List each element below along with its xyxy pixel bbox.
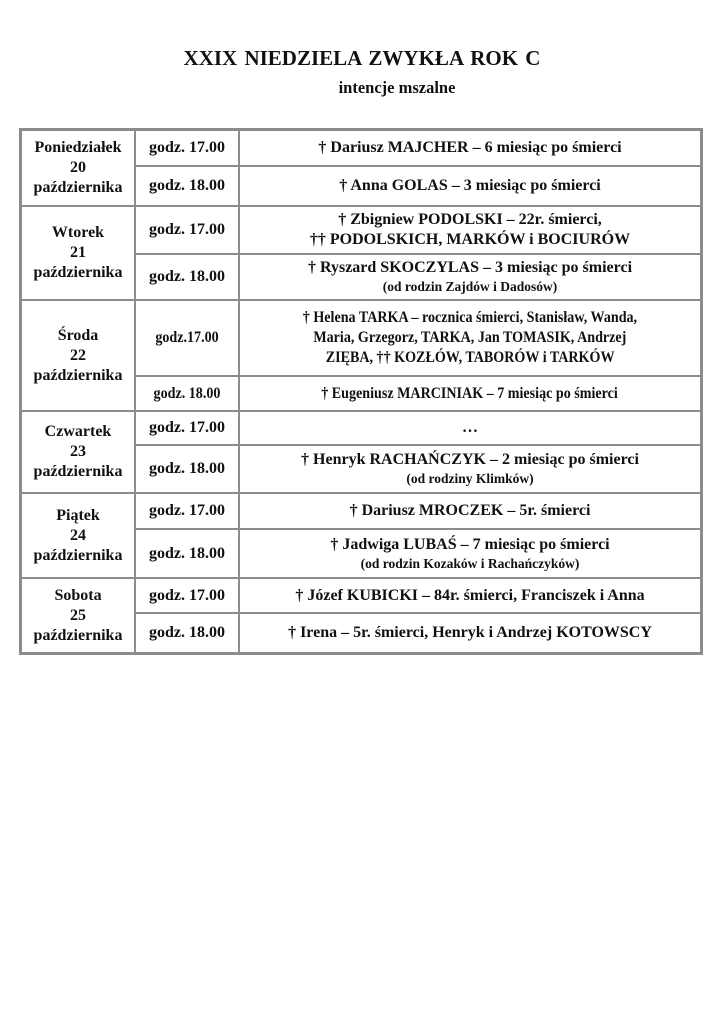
table-row bbox=[21, 493, 701, 529]
day-cell bbox=[21, 578, 135, 653]
intention-line: Maria, Grzegorz, TARKA, Jan TOMASIK, Andrzej bbox=[313, 329, 627, 346]
day-date: 25 bbox=[70, 606, 86, 624]
day-cell bbox=[21, 493, 135, 578]
day-month: października bbox=[33, 463, 123, 480]
intention-note: (od rodziny Klimków) bbox=[406, 471, 534, 486]
time-cell: godz. 17.00 bbox=[135, 206, 239, 254]
day-date: 24 bbox=[70, 526, 86, 544]
day-date: 22 bbox=[70, 346, 86, 364]
time-cell: godz. 18.00 bbox=[135, 254, 239, 300]
day-cell bbox=[21, 411, 135, 493]
table-row bbox=[21, 130, 701, 166]
table-row bbox=[21, 578, 701, 613]
table-row bbox=[21, 300, 701, 376]
day-month: października bbox=[33, 366, 123, 384]
time-cell: godz. 17.00 bbox=[135, 578, 239, 613]
intention-text: † Irena – 5r. śmierci, Henryk i Andrzej KOTOWSCY bbox=[288, 624, 652, 641]
intention-text: † Jadwiga LUBAŚ – 7 miesiąc po śmierci bbox=[330, 535, 610, 553]
day-month: października bbox=[33, 179, 123, 196]
time-cell: godz. 18.00 bbox=[135, 166, 239, 206]
intention-text: † Anna GOLAS – 3 miesiąc po śmierci bbox=[339, 177, 601, 194]
intention-text: † Eugeniusz MARCINIAK – 7 miesiąc po śmierci bbox=[321, 384, 619, 402]
day-date: 23 bbox=[70, 443, 86, 460]
page-subtitle: intencje mszalne bbox=[338, 78, 456, 97]
intention-cell bbox=[239, 529, 701, 578]
time-cell bbox=[135, 376, 239, 411]
time-cell: godz. 18.00 bbox=[135, 613, 239, 653]
day-cell bbox=[21, 130, 135, 206]
table-row bbox=[21, 206, 701, 254]
intention-cell bbox=[239, 254, 701, 300]
intention-text: † Dariusz MROCZEK – 5r. śmierci bbox=[349, 502, 591, 519]
intention-text: † Dariusz MAJCHER – 6 miesiąc po śmierci bbox=[318, 139, 622, 156]
time-cell: godz. 17.00 bbox=[135, 130, 239, 166]
day-month: października bbox=[33, 546, 123, 564]
intention-cell bbox=[239, 411, 701, 445]
time-cell bbox=[135, 300, 239, 376]
intention-text: † Henryk RACHAŃCZYK – 2 miesiąc po śmierci bbox=[301, 451, 639, 468]
intention-cell bbox=[239, 300, 701, 376]
day-name: Poniedziałek bbox=[34, 139, 122, 156]
day-month: października bbox=[33, 264, 123, 281]
intention-cell bbox=[239, 376, 701, 411]
time-cell: godz. 17.00 bbox=[135, 493, 239, 529]
intention-note: (od rodzin Zajdów i Dadosów) bbox=[382, 279, 558, 294]
intention-cell bbox=[239, 578, 701, 613]
table-row bbox=[21, 411, 701, 445]
day-name: Piątek bbox=[56, 506, 100, 524]
time-text: godz. 18.00 bbox=[153, 384, 221, 402]
day-name: Sobota bbox=[54, 586, 102, 604]
intention-cell bbox=[239, 493, 701, 529]
intention-line: †† PODOLSKICH, MARKÓW i BOCIURÓW bbox=[309, 231, 631, 248]
intention-line: † Helena TARKA – rocznica śmierci, Stanisław, Wanda, bbox=[302, 309, 638, 326]
intention-cell bbox=[239, 206, 701, 254]
intention-cell bbox=[239, 613, 701, 653]
time-text: godz.17.00 bbox=[155, 329, 219, 346]
intention-cell bbox=[239, 166, 701, 206]
intention-line: † Zbigniew PODOLSKI – 22r. śmierci, bbox=[338, 211, 602, 228]
day-name: Środa bbox=[57, 326, 99, 344]
time-cell: godz. 17.00 bbox=[135, 411, 239, 445]
day-cell bbox=[21, 300, 135, 411]
day-month: października bbox=[33, 626, 123, 644]
intention-text: † Ryszard SKOCZYLAS – 3 miesiąc po śmierci bbox=[307, 259, 633, 276]
intention-line: ZIĘBA, †† KOZŁÓW, TABORÓW i TARKÓW bbox=[325, 349, 615, 366]
intention-cell bbox=[239, 130, 701, 166]
mass-intentions-table bbox=[19, 128, 703, 655]
intention-note: (od rodzin Kozaków i Rachańczyków) bbox=[360, 555, 580, 571]
day-date: 21 bbox=[70, 244, 86, 261]
day-name: Czwartek bbox=[44, 423, 112, 440]
time-cell: godz. 18.00 bbox=[135, 445, 239, 493]
day-name: Wtorek bbox=[51, 224, 105, 241]
time-cell: godz. 18.00 bbox=[135, 529, 239, 578]
day-date: 20 bbox=[70, 159, 86, 176]
day-cell bbox=[21, 206, 135, 300]
intention-cell bbox=[239, 445, 701, 493]
intention-text: … bbox=[462, 419, 478, 436]
intention-text: † Józef KUBICKI – 84r. śmierci, Franciszek i Anna bbox=[295, 586, 645, 604]
page-title: XXIX NIEDZIELA ZWYKŁA ROK C bbox=[183, 46, 541, 70]
